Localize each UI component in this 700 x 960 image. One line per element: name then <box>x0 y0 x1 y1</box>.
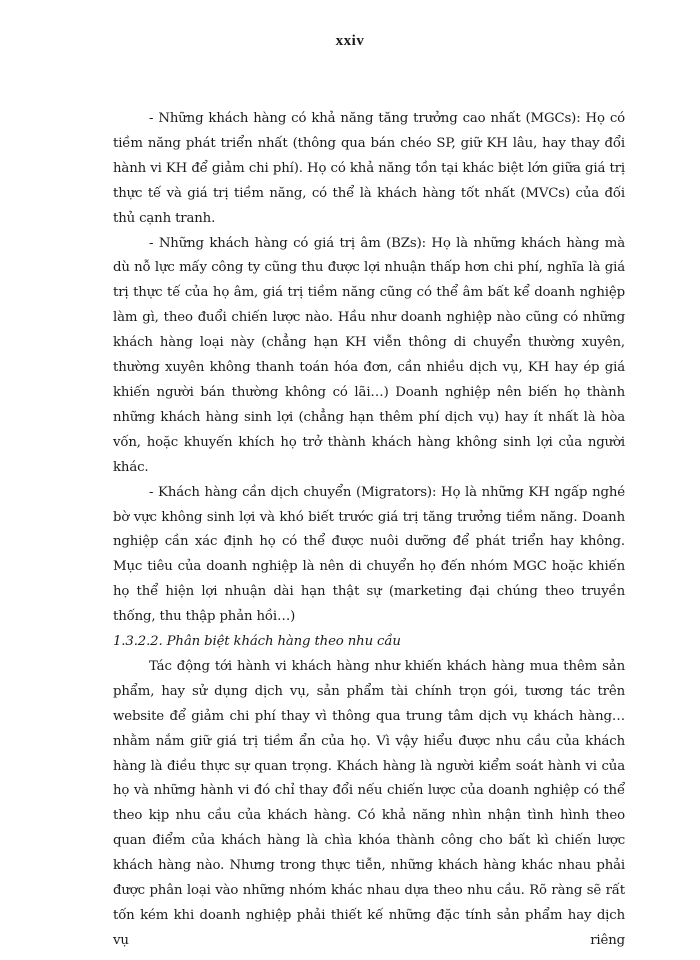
paragraph-migrators: - Khách hàng cần dịch chuyển (Migrators): Họ là những KH ngấp nghé bờ vực không sinh lợi và khó biết trước giá trị tăng trưởng tiềm năng. Doanh nghiệp cần xác định họ có thể được nuôi dưỡng để phát triển hay không. Mục tiêu của doanh nghiệp là nên di chuyển họ đến nhóm MGC hoặc khiến họ thể hiện lợi nhuận dài hạn thật sự (marketing đại chúng theo truyền thống, thu thập phản hồi…) <box>113 484 625 625</box>
body-text <box>113 107 625 954</box>
paragraph-mgc: - Những khách hàng có khả năng tăng trưởng cao nhất (MGCs): Họ có tiềm năng phát triển nhất (thông qua bán chéo SP, giữ KH lâu, hay thay đổi hành vi KH để giảm chi phí). Họ có khả năng tồn tại khác biệt lớn giữa giá trị thực tế và giá trị tiềm năng, có thể là khách hàng tốt nhất (MVCs) của đối thủ cạnh tranh. <box>113 111 625 226</box>
section-heading: 1.3.2.2. Phân biệt khách hàng theo nhu cầu <box>113 634 401 650</box>
paragraph-bz: - Những khách hàng có giá trị âm (BZs): Họ là những khách hàng mà dù nỗ lực mấy công ty cũng thu được lợi nhuận thấp hơn chi phí, nghĩa là giá trị thực tế của họ âm, giá trị tiềm năng cũng có thể âm bất kể doanh nghiệp làm gì, theo đuổi chiến lược nào. Hầu như doanh nghiệp nào cũng có những khách hàng loại này (chẳng hạn KH viễn thông di chuyển thường xuyên, thường xuyên không thanh toán hóa đơn, cần nhiều dịch vụ, KH hay ép giá khiến người bán thường không có lãi…) Doanh nghiệp nên biến họ thành những khách hàng sinh lợi (chẳng hạn thêm phí dịch vụ) hay ít nhất là hòa vốn, hoặc khuyến khích họ trở thành khách hàng không sinh lợi của người khác. <box>113 235 625 475</box>
paragraph-needs: Tác động tới hành vi khách hàng như khiến khách hàng mua thêm sản phẩm, hay sử dụng dịch vụ, sản phẩm tài chính trọn gói, tương tác trên website để giảm chi phí thay vì thông qua trung tâm dịch vụ khách hàng… nhằm nắm giữ giá trị tiềm ẩn của họ. Vì vậy hiểu được nhu cầu của khách hàng là điều thực sự quan trọng. Khách hàng là người kiểm soát hành vi của họ và những hành vi đó chỉ thay đổi nếu chiến lược của doanh nghiệp có thể theo kịp nhu cầu của khách hàng. Có khả năng nhìn nhận tình hình theo quan điểm của khách hàng là chìa khóa thành công cho bất kì chiến lược khách hàng nào. Nhưng trong thực tiễn, những khách hàng khác nhau phải được phân loại vào những nhóm khác nhau dựa theo nhu cầu. Rõ ràng sẽ rất tốn kém khi doanh nghiệp phải thiết kế những đặc tính sản phẩm hay dịch vụ riêng <box>113 658 625 948</box>
page-number: xxiv <box>335 33 365 49</box>
